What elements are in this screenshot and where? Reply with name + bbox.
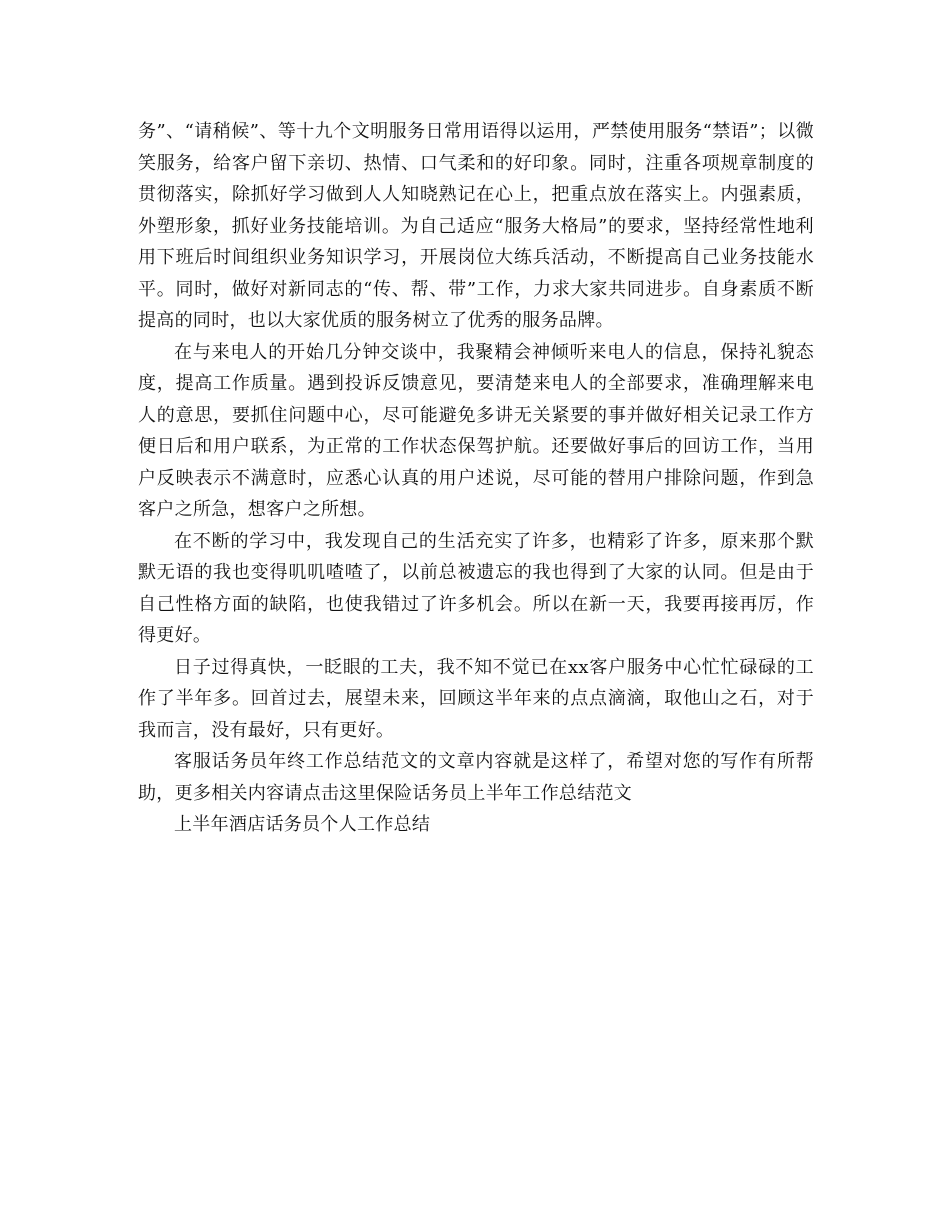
paragraph-6: 上半年酒店话务员个人工作总结 <box>174 814 431 835</box>
paragraph-4: 日子过得真快，一眨眼的工夫，我不知不觉已在xx客户服务中心忙忙碌碌的工作了半年多。回首过去，展望未来，回顾这半年来的点点滴滴，取他山之石，对于我而言，没有最好，只有更好。 <box>138 656 814 741</box>
paragraph-5: 客服话务员年终工作总结范文的文章内容就是这样了，希望对您的写作有所帮助，更多相关内容请点击这里保险话务员上半年工作总结范文 <box>138 751 814 804</box>
paragraph-1: 务”、“请稍候”、等十九个文明服务日常用语得以运用，严禁使用服务“禁语”；以微笑服务，给客户留下亲切、热情、口气柔和的好印象。同时，注重各项规章制度的贯彻落实，除抓好学习做到人人知晓熟记在心上，把重点放在落实上。内强素质，外塑形象，抓好业务技能培训。为自己适应“服务大格局”的要求，坚持经常性地利用下班后时间组织业务知识学习，开展岗位大练兵活动，不断提高自己业务技能水平。同时，做好对新同志的“传、帮、带”工作，力求大家共同进步。自身素质不断提高的同时，也以大家优质的服务树立了优秀的服务品牌。 <box>138 121 814 331</box>
paragraph-3: 在不断的学习中，我发现自己的生活充实了许多，也精彩了许多，原来那个默默无语的我也变得叽叽喳喳了，以前总被遗忘的我也得到了大家的认同。但是由于自己性格方面的缺陷，也使我错过了许多机会。所以在新一天，我要再接再厉，作得更好。 <box>138 530 814 646</box>
paragraph-2: 在与来电人的开始几分钟交谈中，我聚精会神倾听来电人的信息，保持礼貌态度，提高工作质量。遇到投诉反馈意见，要清楚来电人的全部要求，准确理解来电人的意思，要抓住问题中心，尽可能避免多讲无关紧要的事并做好相关记录工作方便日后和用户联系，为正常的工作状态保驾护航。还要做好事后的回访工作，当用户反映表示不满意时，应悉心认真的用户述说，尽可能的替用户排除问题，作到急客户之所急，想客户之所想。 <box>138 341 814 520</box>
